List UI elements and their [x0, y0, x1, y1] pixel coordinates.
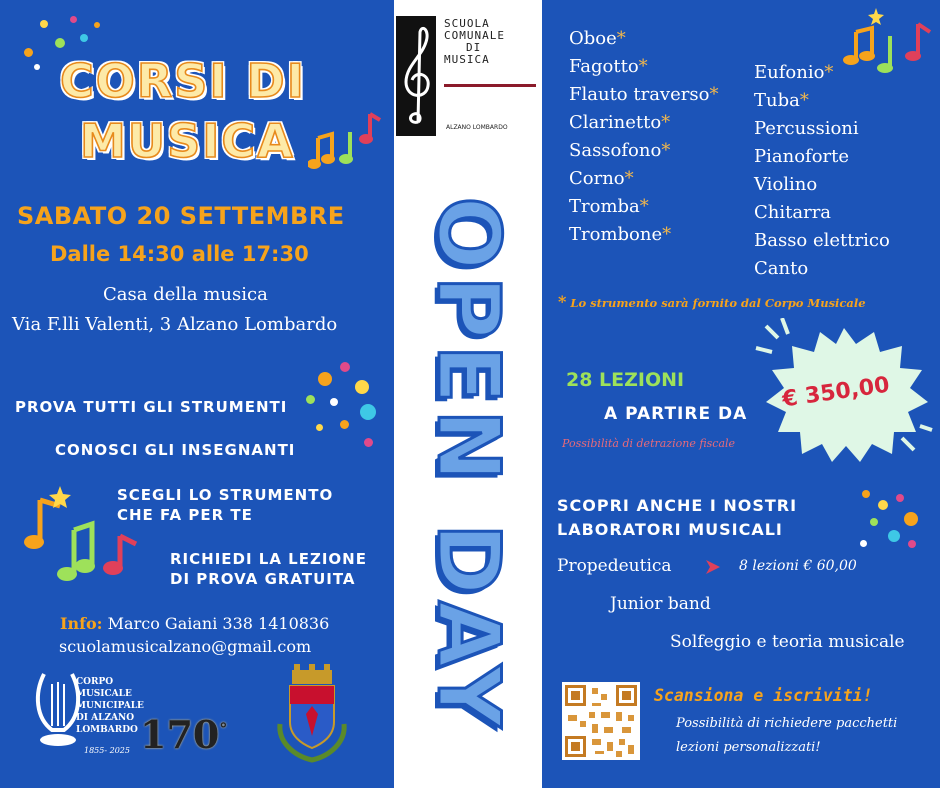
venue-address: Via F.lli Valenti, 3 Alzano Lombardo [12, 314, 338, 335]
scan-cta: Scansiona e iscriviti! [654, 686, 873, 705]
treble-clef-icon [400, 22, 434, 132]
qr-code[interactable] [562, 682, 640, 760]
school-logo [396, 16, 538, 136]
logo-line: DI [466, 41, 482, 54]
corpo-line: MUNICIPALE [76, 701, 144, 711]
coat-of-arms-icon [270, 664, 354, 764]
logo-text [444, 18, 505, 66]
lab-propedeutica-price: 8 lezioni € 60,00 [739, 558, 857, 574]
qr-code-icon [562, 682, 640, 760]
tax-note: Possibilità di detrazione fiscale [562, 437, 736, 450]
music-notes-icon [308, 108, 388, 178]
corpo-musicale-text [76, 676, 144, 736]
instrument-item: Canto [754, 258, 809, 279]
instrument-item: Chitarra [754, 202, 832, 223]
logo-line: MUSICA [444, 53, 490, 66]
info-line [60, 614, 329, 633]
venue-name: Casa della musica [103, 284, 268, 305]
footnote-asterisk: * [558, 292, 567, 311]
instrument-footnote [558, 292, 866, 311]
title-musica: MUSICA [80, 114, 295, 168]
anniversary-sup: ° [219, 719, 228, 739]
instruments-list-2 [754, 59, 890, 283]
lab-solfeggio: Solfeggio e teoria musicale [670, 632, 905, 652]
logo-line: SCUOLA [444, 17, 490, 30]
instrument-item: Tuba* [754, 90, 809, 111]
instrument-item: Percussioni [754, 118, 859, 139]
logo-line: COMUNALE [444, 29, 505, 42]
instrument-item: Oboe* [569, 28, 626, 49]
email-address[interactable]: scuolamusicalzano@gmail.com [59, 637, 312, 656]
corpo-line: MUSICALE [76, 689, 132, 699]
instrument-item: Corno* [569, 168, 634, 189]
instrument-item: Clarinetto* [569, 112, 671, 133]
price-value: € 350,00 [780, 372, 892, 413]
info-label: Info: [60, 614, 103, 633]
labs-title-1: SCOPRI ANCHE I NOSTRI [557, 496, 798, 515]
bullet-scegli-1: SCEGLI LO STRUMENTO [117, 486, 334, 504]
instrument-item: Fagotto* [569, 56, 648, 77]
lab-junior-band: Junior band [610, 594, 711, 614]
open-day-banner: OPEN DAY [418, 196, 518, 734]
instrument-item: Violino [754, 174, 818, 195]
corpo-line: LOMBARDO [76, 725, 138, 735]
play-arrow-icon [704, 558, 722, 576]
instrument-item: Flauto traverso* [569, 84, 719, 105]
event-date: SABATO 20 SETTEMBRE [17, 202, 345, 230]
corpo-line: DI ALZANO [76, 713, 135, 723]
instrument-item: Sassofono* [569, 140, 671, 161]
footnote-text: Lo strumento sarà fornito dal Corpo Musicale [570, 296, 866, 310]
instrument-item: Tromba* [569, 196, 649, 217]
corpo-years: 1855- 2025 [84, 746, 130, 755]
event-time: Dalle 14:30 alle 17:30 [50, 242, 309, 266]
colorful-notes-icon [12, 480, 152, 590]
anniversary-170 [140, 712, 227, 757]
lessons-count: 28 LEZIONI [566, 369, 685, 391]
logo-caption: ALZANO LOMBARDO [446, 124, 508, 131]
info-contact: Marco Gaiani 338 1410836 [107, 614, 330, 633]
bullet-conosci: CONOSCI GLI INSEGNANTI [55, 441, 296, 459]
scan-note-2: lezioni personalizzati! [676, 740, 821, 755]
lab-propedeutica: Propedeutica [557, 556, 672, 576]
instruments-list-1 [569, 25, 718, 249]
instrument-item: Basso elettrico [754, 230, 890, 251]
bullet-scegli-2: CHE FA PER TE [117, 506, 253, 524]
bullet-richiedi-1: RICHIEDI LA LEZIONE [170, 550, 367, 568]
labs-title-2: LABORATORI MUSICALI [557, 520, 783, 539]
bullet-prova: PROVA TUTTI GLI STRUMENTI [15, 398, 288, 416]
instrument-item: Pianoforte [754, 146, 850, 167]
bullet-richiedi-2: DI PROVA GRATUITA [170, 570, 356, 588]
anniversary-number: 170 [140, 712, 220, 757]
logo-red-line [444, 84, 536, 87]
instrument-item: Eufonio* [754, 62, 834, 83]
starting-from: A PARTIRE DA [604, 404, 748, 424]
corpo-line: CORPO [76, 677, 114, 687]
instrument-item: Trombone* [569, 224, 672, 245]
title-corsi: CORSI DI [60, 54, 306, 108]
scan-note-1: Possibilità di richiedere pacchetti [676, 716, 898, 731]
